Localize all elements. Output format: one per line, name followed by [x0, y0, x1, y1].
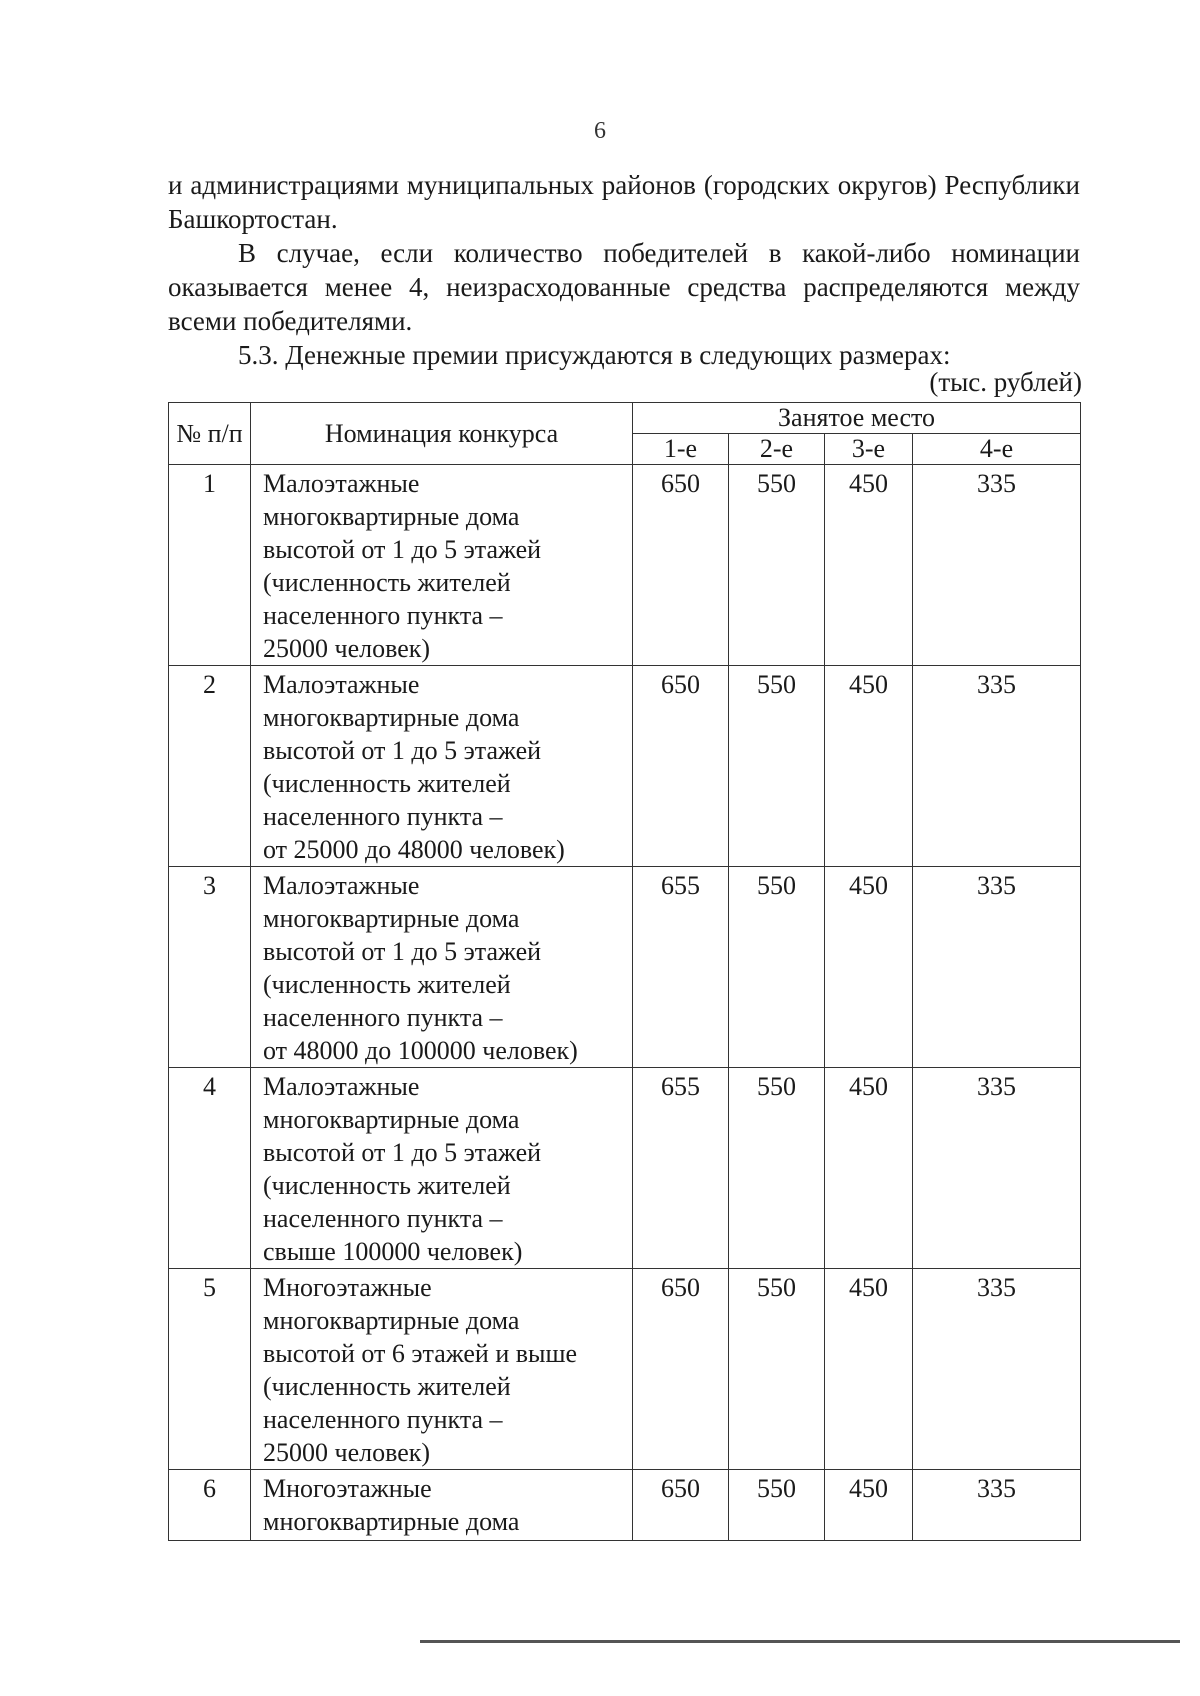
nomination-cell — [251, 666, 633, 867]
nomination-line: свыше 100000 человек) — [263, 1237, 523, 1266]
value-place-1: 650 — [633, 666, 729, 867]
row-number: 5 — [169, 1269, 251, 1470]
value-place-4: 335 — [913, 666, 1081, 867]
prize-table — [168, 402, 1081, 1541]
value-place-2: 550 — [729, 867, 825, 1068]
nomination-line: от 48000 до 100000 человек) — [263, 1036, 578, 1065]
nomination-line: Многоэтажные — [263, 1273, 432, 1302]
nomination-line: Малоэтажные — [263, 670, 420, 699]
table-row — [169, 465, 1081, 666]
header-place-2: 2-е — [729, 434, 825, 465]
nomination-line: многоквартирные дома — [263, 904, 520, 933]
table-row — [169, 1269, 1081, 1470]
nomination-line: высотой от 1 до 5 этажей — [263, 937, 542, 966]
value-place-2: 550 — [729, 1470, 825, 1541]
nomination-line: населенного пункта – — [263, 1003, 503, 1032]
nomination-line: высотой от 1 до 5 этажей — [263, 535, 542, 564]
value-place-1: 650 — [633, 1470, 729, 1541]
value-place-4: 335 — [913, 1269, 1081, 1470]
value-place-1: 655 — [633, 867, 729, 1068]
nomination-line: населенного пункта – — [263, 1204, 503, 1233]
nomination-line: от 25000 до 48000 человек) — [263, 835, 565, 864]
units-label: (тыс. рублей) — [929, 367, 1082, 397]
header-num: № п/п — [169, 403, 251, 465]
value-place-3: 450 — [825, 1470, 913, 1541]
nomination-line: населенного пункта – — [263, 802, 503, 831]
row-number: 1 — [169, 465, 251, 666]
nomination-line: высотой от 6 этажей и выше — [263, 1339, 578, 1368]
nomination-line: (численность жителей — [263, 769, 511, 798]
value-place-4: 335 — [913, 465, 1081, 666]
value-place-2: 550 — [729, 666, 825, 867]
scan-edge-line — [420, 1640, 1180, 1643]
table-row — [169, 666, 1081, 867]
paragraph-1: и администрациями муниципальных районов (городских округов) Республики Башкортостан. — [168, 170, 1080, 234]
paragraph-2: В случае, если количество победителей в какой-либо номинации оказывается менее 4, неизрасходованные средства распределяются между всеми победителями. — [168, 238, 1080, 336]
value-place-2: 550 — [729, 465, 825, 666]
nomination-line: многоквартирные дома — [263, 703, 520, 732]
nomination-line: населенного пункта – — [263, 601, 503, 630]
table-row — [169, 867, 1081, 1068]
row-number: 6 — [169, 1470, 251, 1541]
value-place-2: 550 — [729, 1269, 825, 1470]
value-place-4: 335 — [913, 1068, 1081, 1269]
value-place-3: 450 — [825, 1269, 913, 1470]
paragraph-3: 5.3. Денежные премии присуждаются в следующих размерах: — [238, 340, 951, 370]
nomination-line: многоквартирные дома — [263, 502, 520, 531]
value-place-3: 450 — [825, 465, 913, 666]
nomination-cell — [251, 867, 633, 1068]
row-number: 2 — [169, 666, 251, 867]
nomination-line: высотой от 1 до 5 этажей — [263, 1138, 542, 1167]
value-place-4: 335 — [913, 1470, 1081, 1541]
nomination-line: многоквартирные дома — [263, 1507, 520, 1536]
value-place-3: 450 — [825, 867, 913, 1068]
nomination-cell — [251, 465, 633, 666]
nomination-line: Малоэтажные — [263, 871, 420, 900]
nomination-line: (численность жителей — [263, 970, 511, 999]
nomination-line: (численность жителей — [263, 568, 511, 597]
nomination-line: 25000 человек) — [263, 634, 431, 663]
nomination-line: (численность жителей — [263, 1372, 511, 1401]
nomination-line: многоквартирные дома — [263, 1105, 520, 1134]
nomination-line: населенного пункта – — [263, 1405, 503, 1434]
nomination-line: (численность жителей — [263, 1171, 511, 1200]
header-place-1: 1-е — [633, 434, 729, 465]
value-place-2: 550 — [729, 1068, 825, 1269]
nomination-line: Малоэтажные — [263, 1072, 420, 1101]
row-number: 3 — [169, 867, 251, 1068]
value-place-1: 650 — [633, 1269, 729, 1470]
header-place-3: 3-е — [825, 434, 913, 465]
nomination-line: высотой от 1 до 5 этажей — [263, 736, 542, 765]
header-place-4: 4-е — [913, 434, 1081, 465]
header-nomination: Номинация конкурса — [251, 403, 633, 465]
nomination-line: 25000 человек) — [263, 1438, 431, 1467]
value-place-3: 450 — [825, 666, 913, 867]
value-place-1: 655 — [633, 1068, 729, 1269]
value-place-3: 450 — [825, 1068, 913, 1269]
body-text — [168, 168, 1080, 372]
page-number: 6 — [594, 118, 606, 144]
nomination-line: Малоэтажные — [263, 469, 420, 498]
header-place-group: Занятое место — [633, 403, 1081, 434]
nomination-cell — [251, 1269, 633, 1470]
nomination-line: Многоэтажные — [263, 1474, 432, 1503]
value-place-1: 650 — [633, 465, 729, 666]
table-row — [169, 1068, 1081, 1269]
nomination-cell — [251, 1068, 633, 1269]
table-row — [169, 1470, 1081, 1541]
nomination-cell — [251, 1470, 633, 1541]
nomination-line: многоквартирные дома — [263, 1306, 520, 1335]
row-number: 4 — [169, 1068, 251, 1269]
value-place-4: 335 — [913, 867, 1081, 1068]
